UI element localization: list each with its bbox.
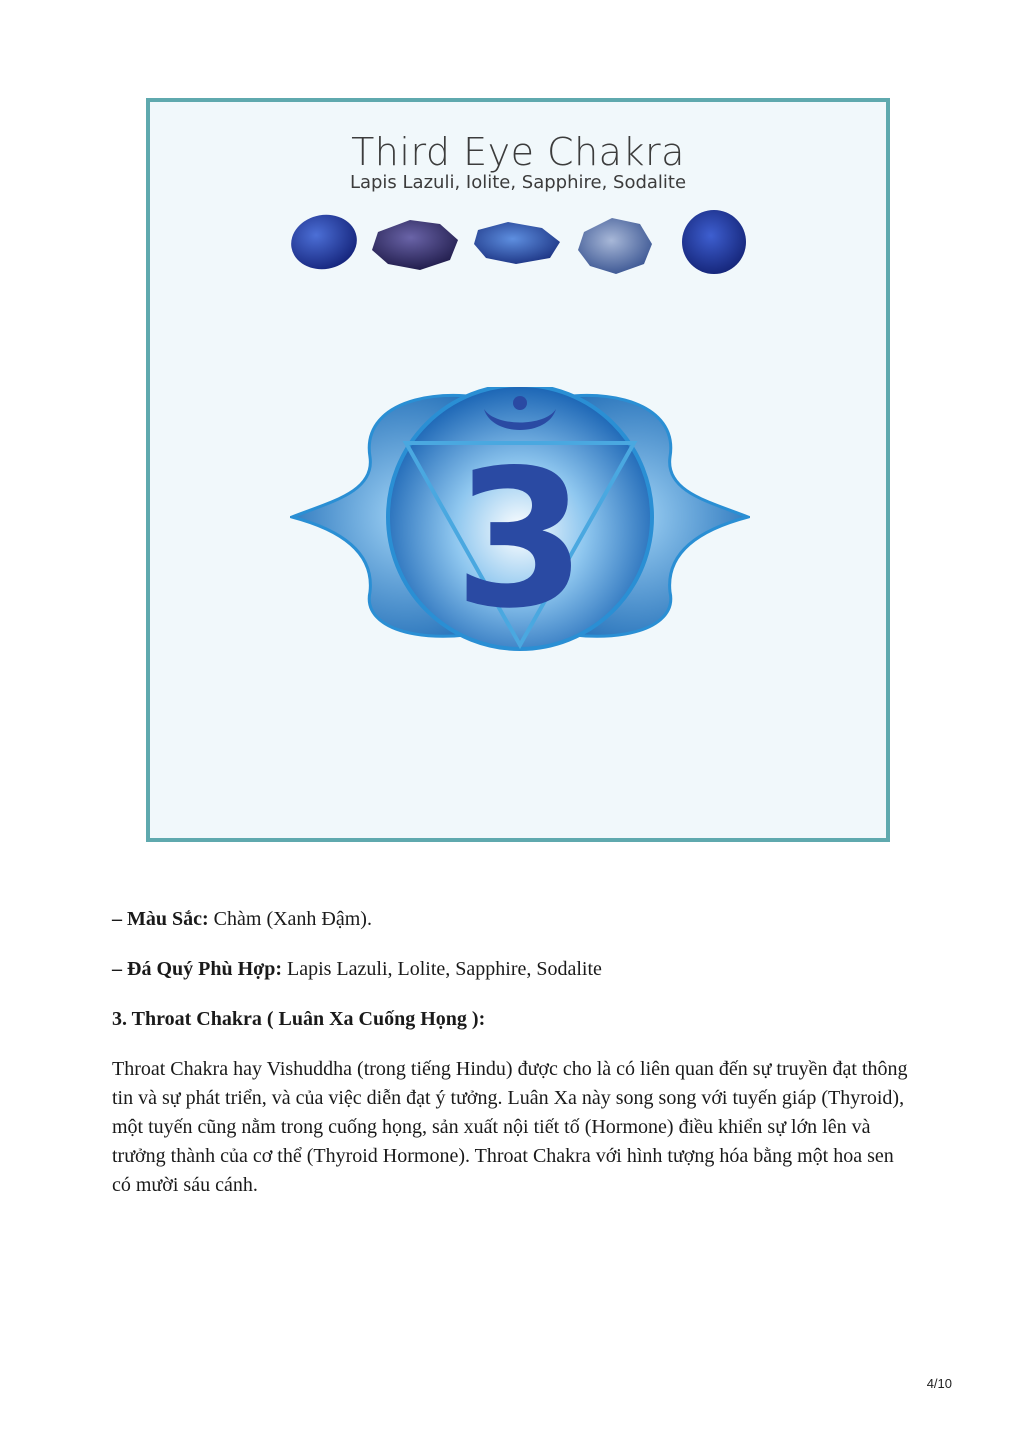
figure-title: Third Eye Chakra [351, 130, 685, 174]
section-heading: 3. Throat Chakra ( Luân Xa Cuống Họng ): [112, 1008, 486, 1030]
figure-subtitle: Lapis Lazuli, Iolite, Sapphire, Sodalite [349, 172, 687, 193]
color-label: – Màu Sắc: [112, 908, 209, 930]
azurite-stone [682, 210, 746, 274]
page-number: 4/10 [926, 1376, 952, 1391]
lapis-lazuli-stone [287, 210, 361, 275]
om-glyph: 3 [453, 429, 587, 650]
sapphire-stone [474, 222, 560, 264]
bindu-dot [513, 396, 527, 410]
chakra-figure [146, 98, 890, 842]
gemstones-row [280, 202, 760, 282]
stones-label: – Đá Quý Phù Hợp: [112, 958, 282, 980]
sodalite-stone [578, 218, 652, 274]
third-eye-emblem [290, 387, 750, 662]
stones-line [112, 958, 602, 981]
iolite-stone [372, 220, 458, 270]
color-value: Chàm (Xanh Đậm). [213, 908, 372, 930]
stones-value: Lapis Lazuli, Lolite, Sapphire, Sodalite [287, 958, 602, 980]
throat-chakra-paragraph: Throat Chakra hay Vishuddha (trong tiếng Hindu) được cho là có liên quan đến sự truyền đạt thông tin và sự phát triển, và của việc diễn đạt ý tưởng. Luân Xa này song song với tuyến giáp (Thyroid), một tuyến cũng nằm trong cuống họng, sản xuất nội tiết tố (Hormone) điều khiển sự lớn lên và trưởng thành của cơ thể (Thyroid Hormone). Throat Chakra với hình tượng hóa bằng một hoa sen có mười sáu cánh. [112, 1058, 908, 1196]
color-line [112, 908, 372, 931]
